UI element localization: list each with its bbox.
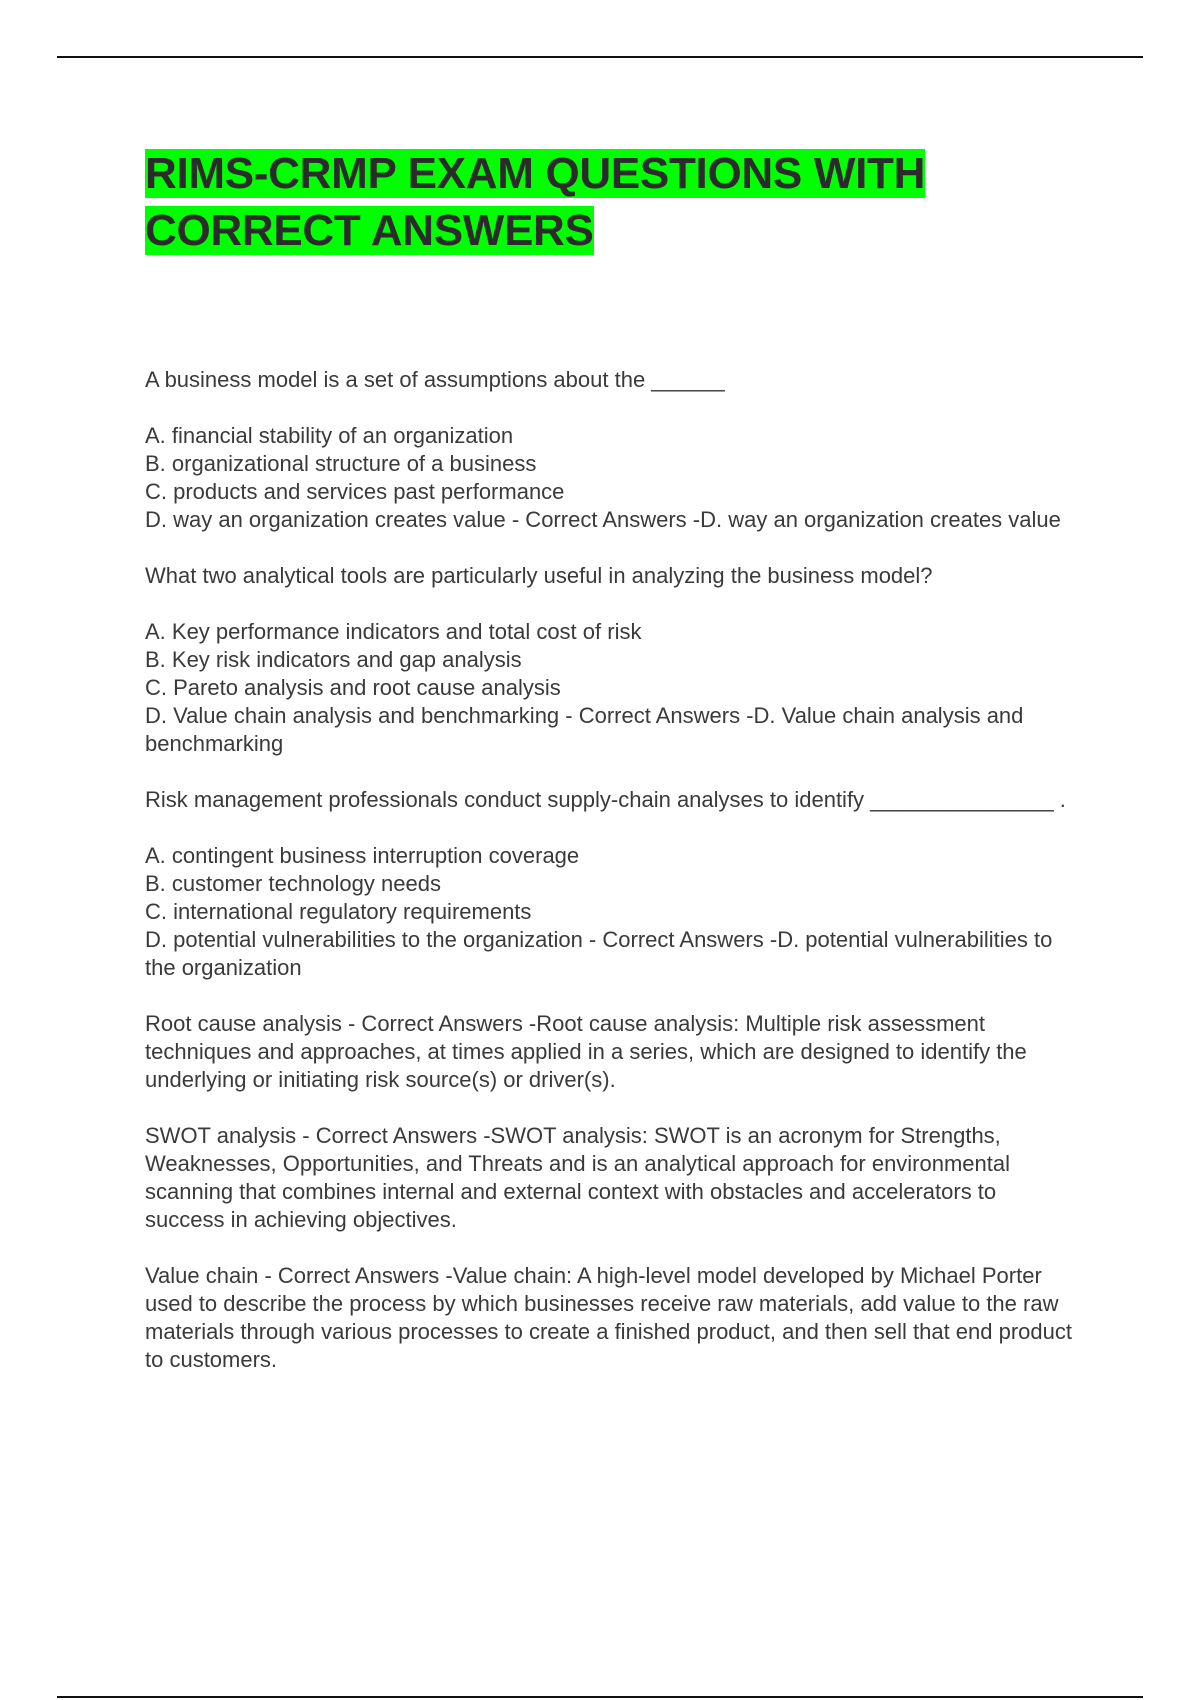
definition-root-cause-analysis: Root cause analysis - Correct Answers -Root cause analysis: Multiple risk assessment techniques and approaches, at times applied in a series, which are designed to identify the underlying or initiating risk source(s) or driver(s). <box>145 1011 1027 1092</box>
option-c: C. products and services past performance <box>145 479 565 504</box>
option-d-correct-answer: D. potential vulnerabilities to the organization - Correct Answers -D. potential vulnerabilities to the organization <box>145 927 1053 980</box>
title-line-2: CORRECT ANSWERS <box>145 206 594 255</box>
question-stem: What two analytical tools are particularly useful in analyzing the business model? <box>145 563 933 588</box>
question-2 <box>145 562 1080 758</box>
definition-value-chain: Value chain - Correct Answers -Value chain: A high-level model developed by Michael Porter used to describe the process by which businesses receive raw materials, add value to the raw materials through various processes to create a finished product, and then sell that end product to customers. <box>145 1263 1072 1372</box>
question-3 <box>145 786 1080 982</box>
question-stem: Risk management professionals conduct supply-chain analyses to identify _______________ . <box>145 787 1066 812</box>
bottom-rule <box>57 1696 1143 1698</box>
title-line-1: RIMS-CRMP EXAM QUESTIONS WITH <box>145 149 926 198</box>
option-c: C. international regulatory requirements <box>145 899 532 924</box>
document-body <box>145 366 1080 1374</box>
question-stem: A business model is a set of assumptions about the ______ <box>145 367 725 392</box>
option-b: B. customer technology needs <box>145 871 441 896</box>
option-a: A. financial stability of an organization <box>145 423 514 448</box>
question-1 <box>145 366 1080 534</box>
option-a: A. contingent business interruption coverage <box>145 843 580 868</box>
option-d-correct-answer: D. way an organization creates value - Correct Answers -D. way an organization creates value <box>145 507 1061 532</box>
document-title <box>145 145 1080 259</box>
page-content <box>145 145 1080 1402</box>
option-d-correct-answer: D. Value chain analysis and benchmarking - Correct Answers -D. Value chain analysis and benchmarking <box>145 703 1024 756</box>
top-rule <box>57 56 1143 58</box>
definition-swot-analysis: SWOT analysis - Correct Answers -SWOT analysis: SWOT is an acronym for Strengths, Weaknesses, Opportunities, and Threats and is an analytical approach for environmental scanning that combines internal and external context with obstacles and accelerators to success in achieving objectives. <box>145 1123 1011 1232</box>
option-b: B. organizational structure of a business <box>145 451 537 476</box>
option-a: A. Key performance indicators and total cost of risk <box>145 619 642 644</box>
option-c: C. Pareto analysis and root cause analysis <box>145 675 561 700</box>
option-b: B. Key risk indicators and gap analysis <box>145 647 522 672</box>
